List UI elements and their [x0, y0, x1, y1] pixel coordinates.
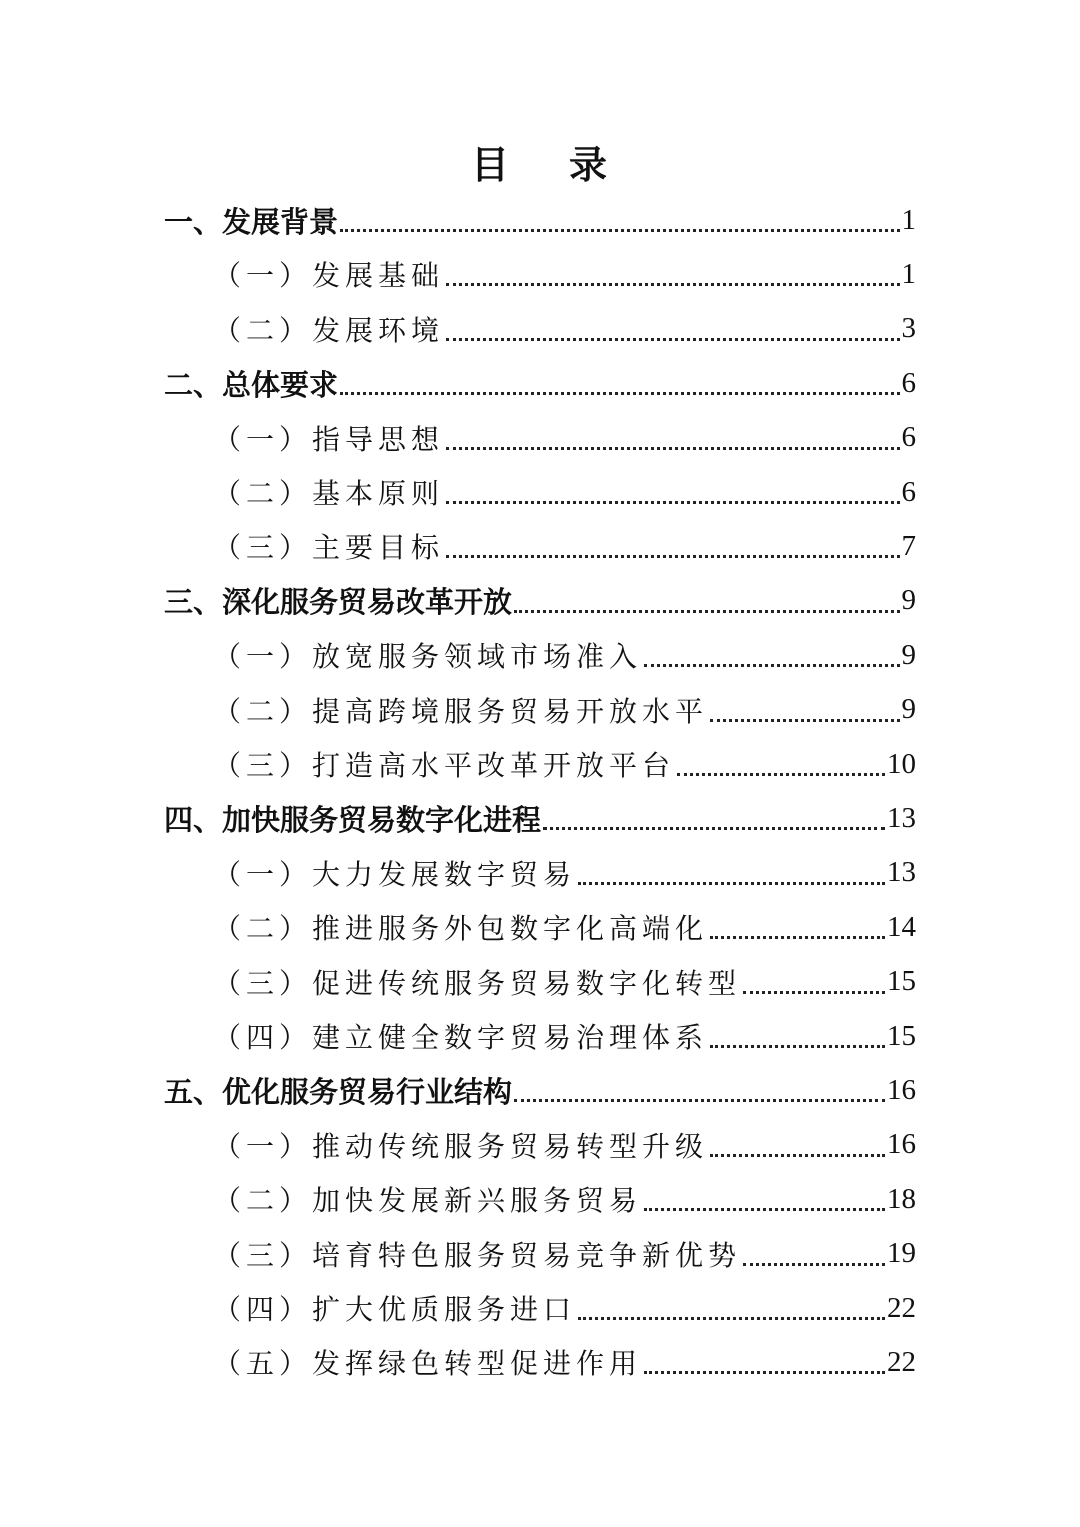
toc-page-number: 15 [887, 1019, 916, 1052]
toc-section-entry[interactable] [213, 1009, 916, 1063]
toc-entry-label: （二）推进服务外包数字化高端化 [213, 912, 709, 946]
toc-dot-leader [578, 1317, 885, 1320]
toc-entry-label: （一）发展基础 [213, 259, 445, 293]
toc-page-number: 9 [901, 584, 916, 617]
toc-page-number: 15 [887, 965, 916, 998]
toc-dot-leader [710, 1045, 885, 1048]
toc-entry-label: （一）推动传统服务贸易转型升级 [213, 1129, 709, 1163]
toc-dot-leader [644, 664, 899, 667]
toc-chapter-entry[interactable] [164, 791, 916, 845]
toc-title-char-2: 录 [569, 143, 610, 187]
toc-entry-label: （一）指导思想 [213, 422, 445, 456]
toc-dot-leader [710, 1154, 885, 1157]
toc-entry-label: （二）发展环境 [213, 313, 445, 347]
toc-dot-leader [677, 773, 885, 776]
toc-section-entry[interactable] [213, 1118, 916, 1172]
toc-entry-label: （四）扩大优质服务进口 [213, 1293, 577, 1326]
toc-chapter-entry[interactable] [164, 356, 916, 410]
toc-page-number: 16 [887, 1073, 916, 1106]
toc-dot-leader [446, 555, 899, 558]
toc-section-entry[interactable] [213, 411, 916, 465]
toc-page-number: 13 [887, 856, 916, 889]
toc-section-entry[interactable] [213, 302, 916, 356]
toc-page-number: 6 [901, 421, 916, 454]
toc-entry-label: （四）建立健全数字贸易治理体系 [213, 1021, 709, 1054]
toc-page-number: 9 [901, 693, 916, 726]
toc-section-entry[interactable] [213, 519, 916, 573]
toc-section-entry[interactable] [213, 1335, 916, 1389]
toc-dot-leader [644, 1208, 885, 1211]
toc-page-number: 6 [901, 366, 916, 399]
toc-entry-label: （三）打造高水平改革开放平台 [213, 749, 676, 782]
toc-dot-leader [710, 936, 885, 939]
toc-chapter-entry[interactable] [164, 574, 916, 628]
toc-entry-label: （二）加快发展新兴服务贸易 [213, 1184, 643, 1218]
toc-dot-leader [340, 392, 899, 395]
toc-page-number: 22 [887, 1345, 916, 1378]
toc-dot-leader [743, 991, 885, 994]
toc-entry-label: （三）培育特色服务贸易竞争新优势 [213, 1238, 742, 1272]
toc-section-entry[interactable] [213, 247, 916, 301]
toc-dot-leader [710, 719, 899, 722]
toc-page-number: 19 [887, 1237, 916, 1270]
toc-section-entry[interactable] [213, 628, 916, 682]
toc-page-number: 16 [887, 1128, 916, 1161]
toc-entry-label: 一、发展背景 [164, 204, 339, 239]
toc-title-char-1: 目 [470, 143, 511, 187]
toc-entry-label: （三）主要目标 [213, 531, 445, 565]
toc-page-number: 22 [887, 1291, 916, 1324]
toc-dot-leader [446, 338, 899, 341]
toc-page-number: 6 [901, 475, 916, 508]
toc-section-entry[interactable] [213, 955, 916, 1009]
toc-dot-leader [514, 1099, 885, 1102]
toc-entry-label: （五）发挥绿色转型促进作用 [213, 1347, 643, 1381]
toc-dot-leader [514, 610, 899, 613]
toc-page-number: 10 [887, 747, 916, 780]
toc-section-entry[interactable] [213, 1281, 916, 1335]
toc-page-number: 14 [887, 910, 916, 943]
toc-entry-label: 五、优化服务贸易行业结构 [164, 1074, 513, 1109]
toc-dot-leader [446, 501, 899, 504]
toc-page-number: 13 [887, 801, 916, 834]
toc-section-entry[interactable] [213, 465, 916, 519]
toc-section-entry[interactable] [213, 846, 916, 900]
toc-section-entry[interactable] [213, 737, 916, 791]
toc-dot-leader [543, 827, 885, 830]
toc-page-number: 1 [901, 257, 916, 290]
toc-dot-leader [578, 882, 885, 885]
toc-section-entry[interactable] [213, 900, 916, 954]
toc-section-entry[interactable] [213, 683, 916, 737]
toc-entry-label: （一）大力发展数字贸易 [213, 857, 577, 891]
toc-dot-leader [446, 283, 899, 286]
toc-dot-leader [644, 1371, 885, 1374]
toc-entry-label: （三）促进传统服务贸易数字化转型 [213, 966, 742, 1000]
toc-entry-label: 二、总体要求 [164, 367, 339, 402]
toc-entry-label: （二）基本原则 [213, 477, 445, 510]
toc-page-number: 18 [887, 1182, 916, 1215]
toc-dot-leader [446, 447, 899, 450]
toc-dot-leader [340, 229, 899, 232]
toc-chapter-entry[interactable] [164, 193, 916, 247]
toc-section-entry[interactable] [213, 1172, 916, 1226]
toc-title [0, 138, 1080, 192]
toc-entry-label: （一）放宽服务领域市场准入 [213, 640, 643, 674]
toc-dot-leader [743, 1263, 885, 1266]
toc-section-entry[interactable] [213, 1227, 916, 1281]
toc-page-number: 7 [901, 529, 916, 562]
toc-entry-label: 四、加快服务贸易数字化进程 [164, 802, 542, 837]
toc-chapter-entry[interactable] [164, 1063, 916, 1117]
toc-page-number: 1 [901, 203, 916, 236]
toc-page-number: 9 [901, 638, 916, 671]
toc-entry-label: 三、深化服务贸易改革开放 [164, 585, 513, 620]
toc-entry-label: （二）提高跨境服务贸易开放水平 [213, 694, 709, 728]
toc-page-number: 3 [901, 312, 916, 345]
